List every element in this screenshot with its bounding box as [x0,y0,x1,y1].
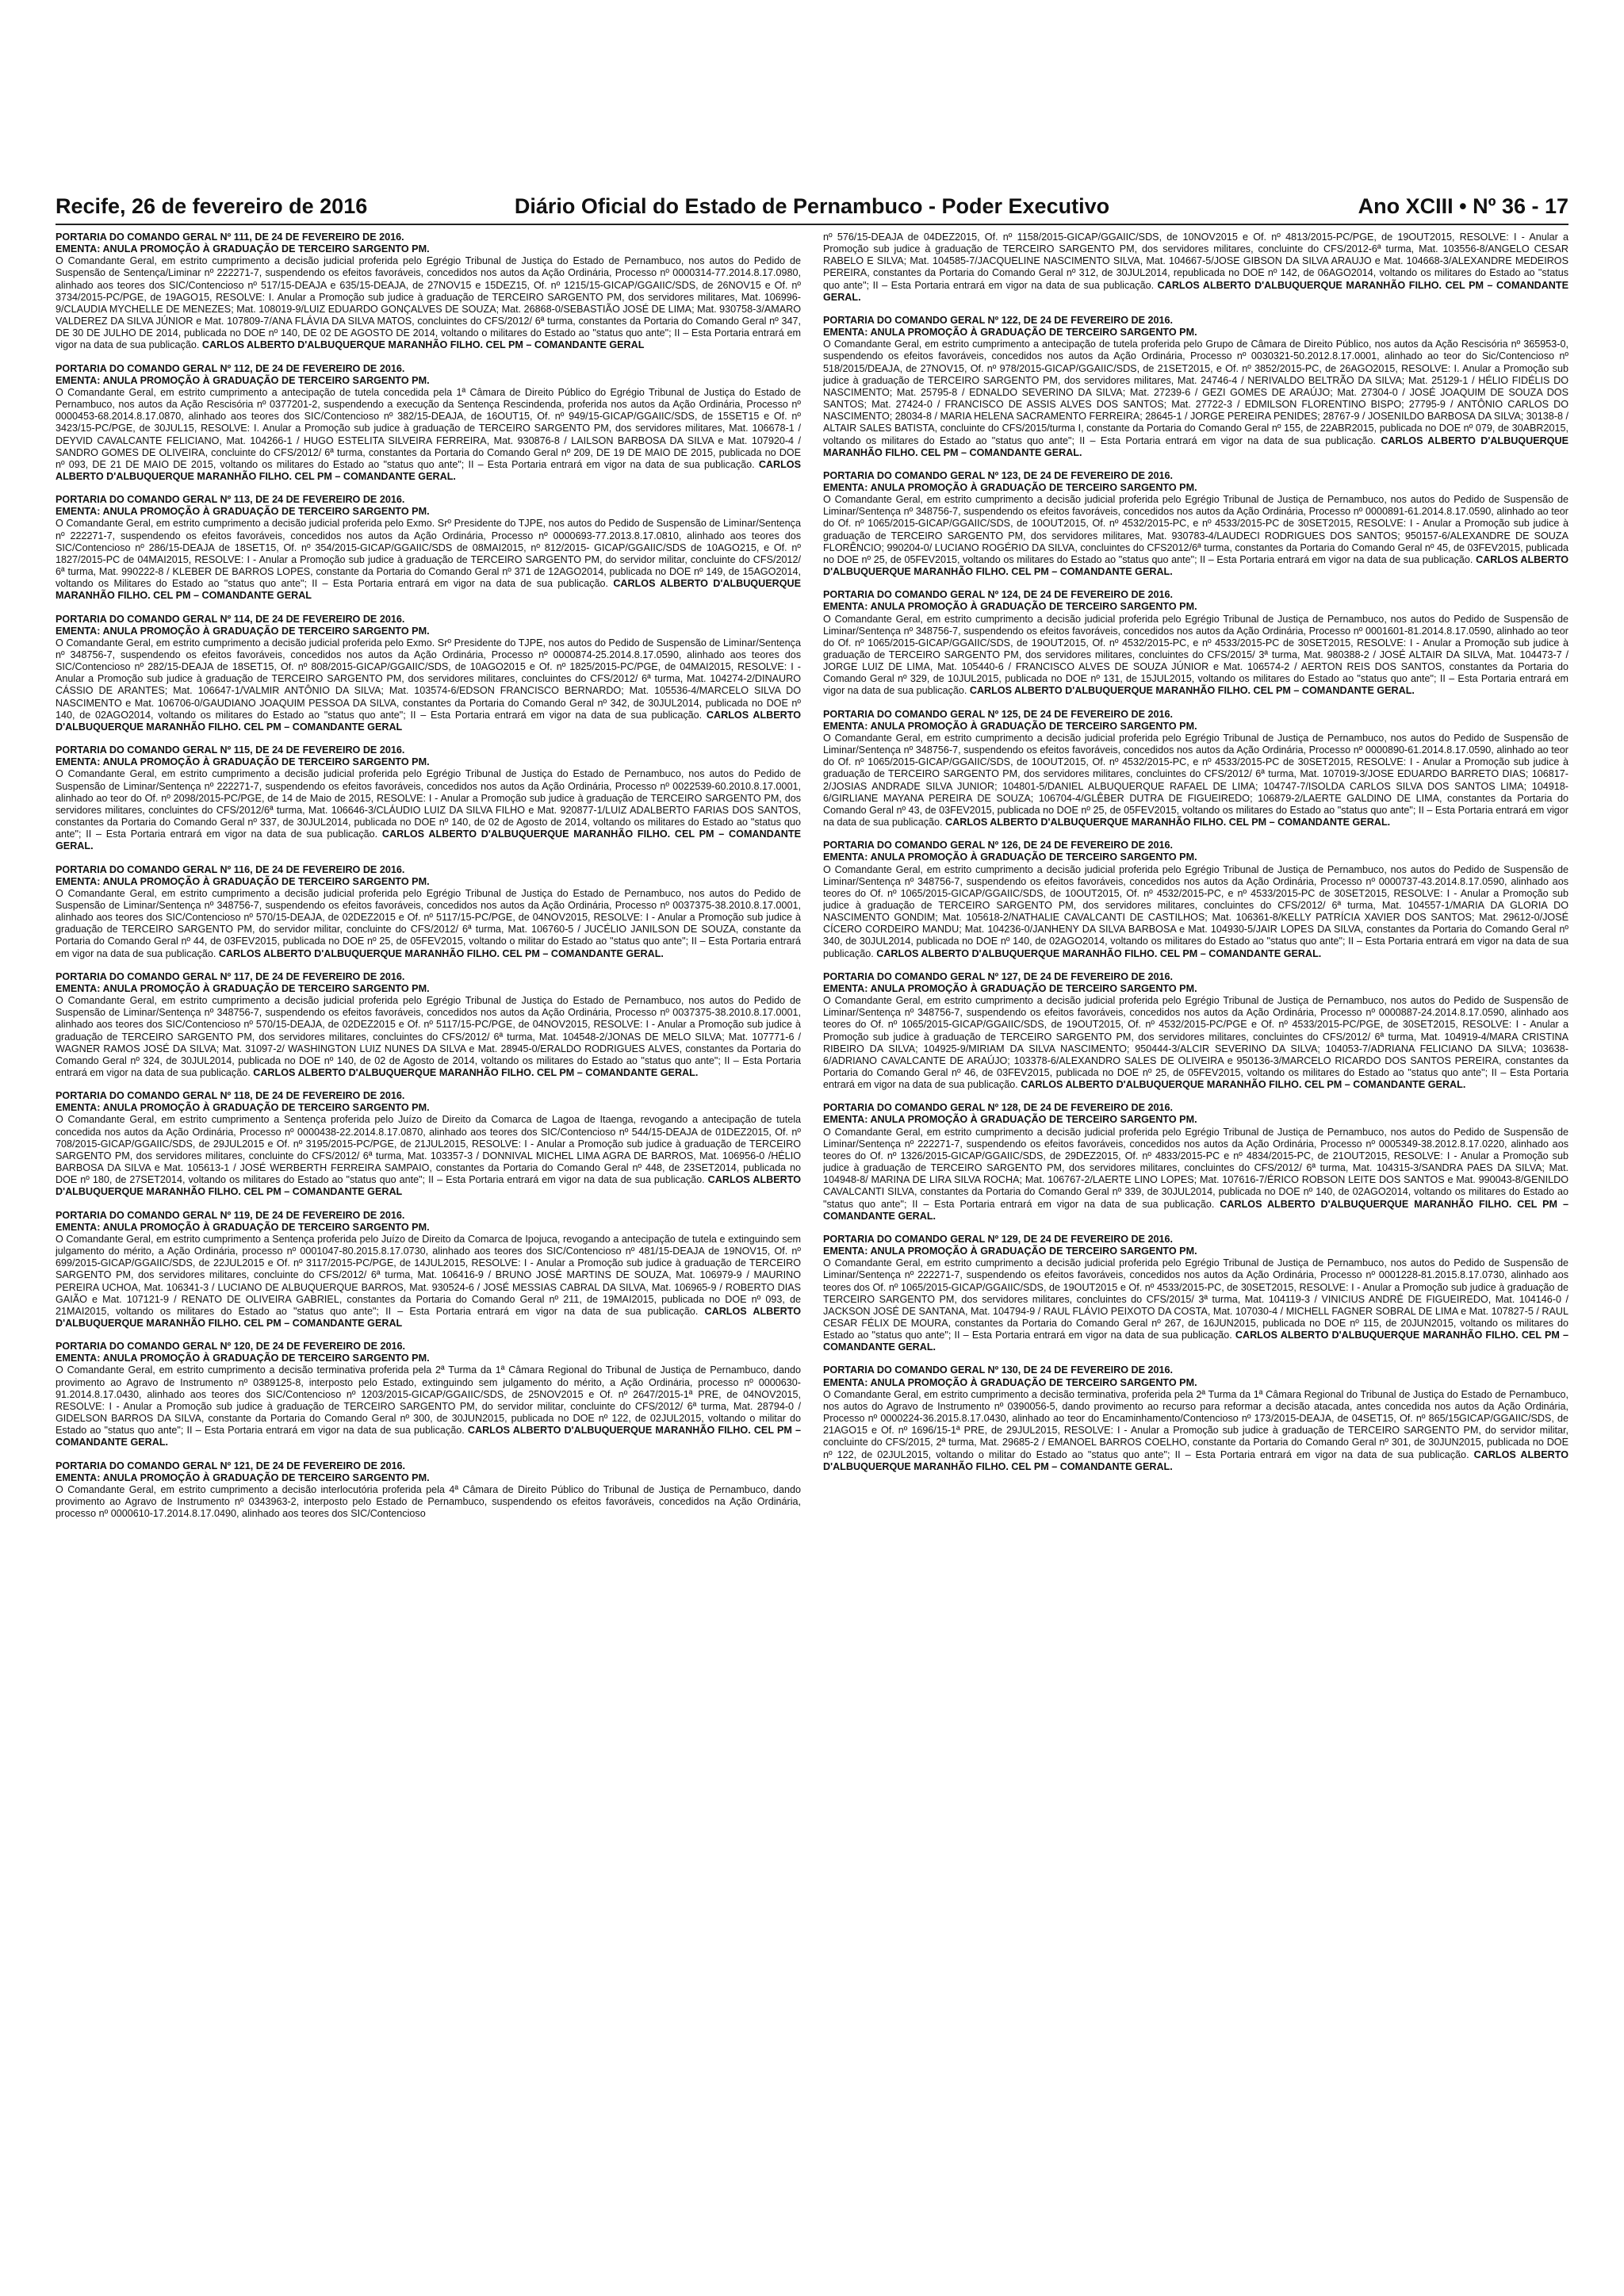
portaria-body: O Comandante Geral, em estrito cumprimento a decisão judicial proferida pelo Egrégio Tribunal de Justiça de Pernambuco, nos autos do Pedido de Suspensão de Liminar/Sentença nº 348756-7, suspendendo os efeitos favoráveis, concedidos nos autos da Ação Ordinária, Processo nº 0000737-43.2014.8.17.0590, alinhado aos teores do Of. nº 1065/2015-GICAP/GGAIIC/SDS, de 10OUT2015, Of. nº 4532/2015-PC, e nº 4533/2015-PC de 30SET2015, RESOLVE: I - Anular a Promoção sub judice à graduação de TERCEIRO SARGENTO PM, dos servidores militares, concluintes do CFS/2012/ 6ª turma, Mat. 104557-1/MARIA DA GLORIA DO NASCIMENTO GONDIM; Mat. 105618-2/NATHALIE CAVALCANTI DE CASTILHOS; Mat. 106361-8/KELLY PATRÍCIA XAVIER DOS SANTOS; Mat. 29612-0/JOSÉ CÍCERO CORDEIRO MANDU; Mat. 104236-0/JANHENY DA SILVA BARBOSA e Mat. 104930-5/JAIR LOPES DA SILVA, constantes da Portaria do Comando Geral nº 340, de 30JUL2014, publicada no DOE nº 140, de 02AGO2014, voltando os militares do Estado ao "status quo ante"; II – Esta Portaria entrará em vigor na data de sua publicação. [823,863,1568,959]
portaria-title: PORTARIA DO COMANDO GERAL Nº 123, DE 24 DE FEVEREIRO DE 2016. [823,469,1174,481]
portaria-entry [823,589,1568,697]
portaria-body: O Comandante Geral, em estrito cumprimento a decisão judicial proferida pelo Egrégio Tribunal de Justiça de Pernambuco, nos autos do Pedido de Suspensão de Liminar/Sentença nº 348756-7, suspendendo os efeitos favoráveis, concedidos nos autos da Ação Ordinária, Processo nº 0000891-61.2014.8.17.0590, alinhado ao teor do Of. nº 1065/2015-GICAP/GGAIIC/SDS, de 10OUT2015, Of. nº 4532/2015-PC, e nº 4533/2015-PC de 30SET2015, RESOLVE: I - Anular a Promoção sub judice à graduação de TERCEIRO SARGENTO PM, dos servidores militares, Mat. 930783-4/LAUDECI RODRIGUES DOS SANTOS; 950157-6/ALEXANDRE DE SOUZA FLORÊNCIO; 990204-0/ LUCIANO ROGÉRIO DA SILVA, concluintes do CFS2012/6ª turma, constantes da Portaria do Comando Geral nº 45, de 03FEV2015, publicada no DOE nº 25, de 05FEV2015, voltando os militares do Estado ao "status quo ante"; II – Esta Portaria entrará em vigor na data de sua publicação. [823,494,1568,565]
portaria-entry [56,1090,801,1198]
portaria-body: O Comandante Geral, em estrito cumprimento a decisão judicial proferida pelo Egrégio Tribunal de Justiça do Estado de Pernambuco, nos autos do Pedido de Suspensão de Liminar/Sentença nº 222271-7, suspendendo os efeitos favoráveis, concedidos nos autos da Ação Ordinária, Processo nº 0022539-60.2010.8.17.0001, alinhado ao teor do Of. nº 2098/2015-PC/PGE, de 14 de Maio de 2015, RESOLVE: I - Anular a Promoção sub judice à graduação de TERCEIRO SARGENTO PM, dos servidores militares, concluintes do CFS/2012/6ª turma, Mat. 106646-3/CLÁUDIO LUIZ DA SILVA FILHO e Mat. 920877-1/LUIZ ADALBERTO FARIAS DOS SANTOS, constantes da Portaria do Comando Geral nº 337, de 30JUL2014, publicada no DOE nº 140, de 02 de Agosto de 2014, voltando os militares do Estado ao "status quo ante"; II – Esta Portaria entrará em vigor na data de sua publicação. [56,768,801,840]
header-date: Recife, 26 de fevereiro de 2016 [56,194,368,218]
portaria-ementa: EMENTA: ANULA PROMOÇÃO À GRADUAÇÃO DE TERCEIRO SARGENTO PM. [823,1114,1197,1126]
portaria-signature: CARLOS ALBERTO D'ALBUQUERQUE MARANHÃO FILHO. CEL PM – COMANDANTE GERAL. [823,553,1568,578]
portaria-entry [823,1234,1568,1354]
portaria-entry [56,363,801,484]
portaria-signature: CARLOS ALBERTO D'ALBUQUERQUE MARANHÃO FILHO. CEL PM – COMANDANTE GERAL. [945,817,1391,828]
portaria-body: O Comandante Geral, em estrito cumprimento a decisão terminativa proferida pela 2ª Turma da 1ª Câmara Regional do Tribunal de Justiça de Pernambuco, dando provimento ao Agravo de Instrumento nº 0389125-8, interposto pelo Estado, extinguindo sem julgamento do mérito, a Ação Ordinária, processo nº 0000630-91.2014.8.17.0430, alinhado aos teores dos SIC/Contencioso nº 1203/2015-GICAP/GGAIIC/SDS, de 25NOV2015 e Of. nº 2647/2015-1ª PRE, de 04NOV2015, RESOLVE: I - Anular a Promoção sub judice à graduação de TERCEIRO SARGENTO PM, do servidor militar, concluinte do CFS/2012/ 6ª turma, Mat. 28794-0 / GIDELSON BARROS DA SILVA, constante da Portaria do Comando Geral nº 300, de 30JUN2015, publicada no DOE nº 122, de 02JUL2015, voltando o militar do Estado ao "status quo ante"; II – Esta Portaria entrará em vigor na data de sua publicação. [56,1364,801,1437]
portaria-ementa: EMENTA: ANULA PROMOÇÃO À GRADUAÇÃO DE TERCEIRO SARGENTO PM. [56,243,430,255]
portaria-title: PORTARIA DO COMANDO GERAL Nº 128, DE 24 DE FEVEREIRO DE 2016. [823,1102,1174,1114]
portaria-title: PORTARIA DO COMANDO GERAL Nº 120, DE 24 DE FEVEREIRO DE 2016. [56,1341,406,1353]
portaria-entry [823,709,1568,829]
portaria-entry [56,744,801,852]
portaria-title: PORTARIA DO COMANDO GERAL Nº 119, DE 24 DE FEVEREIRO DE 2016. [56,1209,405,1221]
portaria-entry [823,840,1568,960]
portaria-ementa: EMENTA: ANULA PROMOÇÃO À GRADUAÇÃO DE TERCEIRO SARGENTO PM. [56,756,430,768]
portaria-ementa: EMENTA: ANULA PROMOÇÃO À GRADUAÇÃO DE TERCEIRO SARGENTO PM. [56,1471,430,1483]
portaria-ementa: EMENTA: ANULA PROMOÇÃO À GRADUAÇÃO DE TERCEIRO SARGENTO PM. [823,851,1197,863]
portaria-entry [823,470,1568,578]
portaria-entry [56,1341,801,1448]
portaria-signature: CARLOS ALBERTO D'ALBUQUERQUE MARANHÃO FILHO. CEL PM – COMANDANTE GERAL. [218,947,664,959]
portaria-signature: CARLOS ALBERTO D'ALBUQUERQUE MARANHÃO FILHO. CEL PM – COMANDANTE GERAL. [823,434,1568,458]
portaria-entry [56,971,801,1079]
portaria-ementa: EMENTA: ANULA PROMOÇÃO À GRADUAÇÃO DE TERCEIRO SARGENTO PM. [56,875,430,887]
portaria-entry [56,494,801,602]
portaria-signature: CARLOS ALBERTO D'ALBUQUERQUE MARANHÃO FILHO. CEL PM – COMANDANTE GERAL. [56,828,801,852]
portaria-signature: CARLOS ALBERTO D'ALBUQUERQUE MARANHÃO FILHO. CEL PM – COMANDANTE GERAL. [969,685,1415,697]
portaria-body: O Comandante Geral, em estrito cumprimento a decisão judicial proferida pelo Egrégio Tribunal de Justiça do Estado de Pernambuco, nos autos do Pedido de Suspensão de Liminar/Sentença nº 348756-7, suspendendo os efeitos favoráveis, concedidos nos autos da Ação Ordinária, Processo nº 0037375-38.2010.8.17.0001, alinhado aos teores dos SIC/Contencioso nº 570/15-DEAJA, de 02DEZ2015 e Of. nº 5117/15-PC/PGE, de 04NOV2015, RESOLVE: I - Anular a Promoção sub judice à graduação de TERCEIRO SARGENTO PM, do servidor militar, concluinte do CFS/2012/ 6ª turma, Mat. 106760-5 / JUCÉLIO JANILSON DE SOUZA, constante da Portaria do Comando Geral nº 44, de 03FEV2015, publicada no DOE nº 25, de 05FEV2015, voltando o militar do Estado ao "status quo ante"; II – Esta Portaria entrará em vigor na data de sua publicação. [56,887,801,959]
portaria-title: PORTARIA DO COMANDO GERAL Nº 124, DE 24 DE FEVEREIRO DE 2016. [823,589,1174,601]
portaria-ementa: EMENTA: ANULA PROMOÇÃO À GRADUAÇÃO DE TERCEIRO SARGENTO PM. [823,481,1197,493]
portaria-body: O Comandante Geral, em estrito cumprimento a antecipação de tutela concedida pela 1ª Câmara de Direito Público do Egrégio Tribunal de Justiça do Estado de Pernambuco, nos autos da Ação Rescisória nº 0377201-2, suspendendo a execução da Sentença Rescindenda, proferida nos autos da Ação Ordinária, Processo nº 0000453-68.2014.8.17.0870, alinhado aos teores dos SIC/Contencioso nº 382/15-DEAJA, de 16OUT15, Of. nº 949/15-GICAP/GGAIIC/SDS, de 15SET15 e Of. nº 3423/15-PC/PGE, de 30JUL15, RESOLVE: I. Anular a Promoção sub judice à graduação de TERCEIRO SARGENTO PM, dos servidores militares, Mat. 106678-1 / DEYVID CAVALCANTE FELICIANO, Mat. 104266-1 / HUGO ESTELITA SILVEIRA FERREIRA, Mat. 930876-8 / LAILSON BARBOSA DA SILVA e Mat. 107920-4 / SANDRO GOMES DE OLIVEIRA, concluinte do CFS/2012/ 6ª turma, constantes da Portaria do Comando Geral nº 209, DE 19 DE MAIO DE 2015, publicada no DOE nº 093, DE 21 DE MAIO DE 2015, voltando os militares do Estado ao "status quo ante"; II – Esta Portaria entrará em vigor na data de sua publicação. [56,386,801,470]
portaria-ementa: EMENTA: ANULA PROMOÇÃO À GRADUAÇÃO DE TERCEIRO SARGENTO PM. [56,982,430,994]
portaria-signature: CARLOS ALBERTO D'ALBUQUERQUE MARANHÃO FILHO. CEL PM – COMANDANTE GERAL. [823,1448,1568,1472]
left-column [56,232,801,2261]
portaria-ementa: EMENTA: ANULA PROMOÇÃO À GRADUAÇÃO DE TERCEIRO SARGENTO PM. [823,327,1197,339]
portaria-entry [823,232,1568,304]
portaria-title: PORTARIA DO COMANDO GERAL Nº 122, DE 24 DE FEVEREIRO DE 2016. [823,314,1174,326]
portaria-ementa: EMENTA: ANULA PROMOÇÃO À GRADUAÇÃO DE TERCEIRO SARGENTO PM. [56,625,430,637]
portaria-ementa: EMENTA: ANULA PROMOÇÃO À GRADUAÇÃO DE TERCEIRO SARGENTO PM. [823,1376,1197,1388]
portaria-body: nº 576/15-DEAJA de 04DEZ2015, Of. nº 1158/2015-GICAP/GGAIIC/SDS, de 10NOV2015 e Of. nº 4813/2015-PC/PGE, de 19OUT2015, RESOLVE: I - Anular a Promoção sub judice à graduação de TERCEIRO SARGENTO PM, dos servidores militares, concluinte do CFS/2012-6ª turma, Mat. 103556-8/ANGELO CESAR RABELO E SILVA; Mat. 104585-7/JACQUELINE NASCIMENTO SILVA, Mat. 104667-5/JOSE GIBSON DA SILVA ARAUJO e Mat. 104668-3/ALEXANDRE MEDEIROS PEREIRA, constantes da Portaria do Comando Geral nº 312, de 30JUL2014, republicada no DOE nº 142, de 06AGO2014, voltando os militares do Estado ao "status quo ante"; II – Esta Portaria entrará em vigor na data de sua publicação. [823,232,1568,291]
portaria-ementa: EMENTA: ANULA PROMOÇÃO À GRADUAÇÃO DE TERCEIRO SARGENTO PM. [823,601,1197,613]
portaria-entry [56,232,801,352]
portaria-title: PORTARIA DO COMANDO GERAL Nº 127, DE 24 DE FEVEREIRO DE 2016. [823,970,1174,982]
portaria-title: PORTARIA DO COMANDO GERAL Nº 117, DE 24 DE FEVEREIRO DE 2016. [56,970,405,982]
portaria-body: O Comandante Geral, em estrito cumprimento a decisão terminativa, proferida pela 2ª Turma da 1ª Câmara Regional do Tribunal de Justiça do Estado de Pernambuco, nos autos do Agravo de Instrumento nº 0390056-5, dando provimento ao recurso para reformar a decisão atacada, antes concedida nos autos da Ação Ordinária, Processo nº 0000224-36.2015.8.17.0430, alinhado ao teor do Encaminhamento/Contencioso nº 173/2015-DEAJA, de 04SET15, Of. nº 865/15GICAP/GGAIIC/SDS, de 21AGO15 e Of. nº 1696/15-1ª PRE, de 29JUL2015, RESOLVE: I - Anular a Promoção sub judice à graduação de TERCEIRO SARGENTO PM, do servidor militar, concluinte do CFS/2015, 2ª turma, Mat. 29685-2 / EMANOEL BARROS COELHO, constante da Portaria do Comando Geral nº 301, de 30JUN2015, publicada no DOE nº 122, de 02JUL2015, voltando o militar do Estado ao "status quo ante"; II – Esta Portaria entrará em vigor na data de sua publicação. [823,1388,1568,1460]
portaria-body: O Comandante Geral, em estrito cumprimento a decisão judicial proferida pelo Egrégio Tribunal de Justiça de Pernambuco, nos autos do Pedido de Suspensão de Liminar/Sentença nº 348756-7, suspendendo os efeitos favoráveis, concedidos nos autos da Ação Ordinária, Processo nº 0001601-81.2014.8.17.0590, alinhado ao teor do Of. nº 1065/2015-GICAP/GGAIIC/SDS, de 19OUT2015, Of. nº 4532/2015-PC, e nº 4533/2015-PC de 30SET2015, RESOLVE: I - Anular a Promoção sub judice à graduação de TERCEIRO SARGENTO PM, dos servidores militares, concluintes do CFS/2015/ 3ª turma, Mat. 980388-2 / JOSÉ ALTAIR DA SILVA, Mat. 104473-7 / JORGE LUIZ DE LIMA, Mat. 105440-6 / FRANCISCO ALVES DE SOUZA JÚNIOR e Mat. 106574-2 / AERTON REIS DOS SANTOS, constantes da Portaria do Comando Geral nº 329, de 10JUL2015, publicada no DOE nº 131, de 15JUL2015, voltando os militares do Estado ao "status quo ante"; II – Esta Portaria entrará em vigor na data de sua publicação. [823,613,1568,697]
portaria-body: O Comandante Geral, em estrito cumprimento a decisão judicial proferida pelo Exmo. Srº Presidente do TJPE, nos autos do Pedido de Suspensão de Liminar/Sentença nº 222271-7, suspendendo os efeitos favoráveis, concedidos nos autos da Ação Ordinária, Processo nº 0000693-77.2013.8.17.0810, alinhado aos teores dos SIC/Contencioso nº 286/15-DEAJA de 18SET15, Of. nº 354/2015-GICAP/GGAIIC/SDS de 08MAI2015, nº 812/2015- GICAP/GGAIIC/SDS de 10AGO215, e Of. nº 1827/2015-PC de 04MAI2015, RESOLVE: I - Anular a Promoção sub judice à graduação de TERCEIRO SARGENTO PM, do servidor militar, concluinte do CFS/2012/ 6ª turma, Mat. 990222-8 / KLEBER DE BARROS LOPES, constante da Portaria do Comando Geral nº 371 de 12AGO2014, publicada no DOE nº 149, de 15AGO2014, voltando os Militares do Estado ao "status quo ante"; II – Esta Portaria entrará em vigor na data de sua publicação. [56,518,801,590]
portaria-signature: CARLOS ALBERTO D'ALBUQUERQUE MARANHÃO FILHO. CEL PM – COMANDANTE GERAL [56,1305,801,1329]
portaria-title: PORTARIA DO COMANDO GERAL Nº 129, DE 24 DE FEVEREIRO DE 2016. [823,1233,1174,1245]
portaria-title: PORTARIA DO COMANDO GERAL Nº 126, DE 24 DE FEVEREIRO DE 2016. [823,840,1174,851]
portaria-title: PORTARIA DO COMANDO GERAL Nº 116, DE 24 DE FEVEREIRO DE 2016. [56,863,405,875]
portaria-body: O Comandante Geral, em estrito cumprimento a decisão judicial proferida pelo Egrégio Tribunal de Justiça de Pernambuco, nos autos do Pedido de Suspensão de Liminar/Sentença nº 222271-7, suspendendo os efeitos favoráveis, concedidos nos autos da Ação Ordinária, Processo nº 0001228-81.2015.8.17.0730, alinhado aos teores dos Of. nº 1065/2015-GICAP/GGAIIC/SDS, de 19OUT2015 e Of. nº 4533/2015-PC, de 30SET2015, RESOLVE: I - Anular a Promoção sub judice à graduação de TERCEIRO SARGENTO PM, dos servidores militares, concluintes do CFS/2015/ 3ª turma, Mat. 104119-3 / VINICIUS ANDRÉ DE FIGUEIREDO, Mat. 104146-0 / JACKSON JOSÉ DE SANTANA, Mat. 104794-9 / RAUL FLÁVIO PEIXOTO DA COSTA, Mat. 107030-4 / MICHELL FAGNER SOBRAL DE LIMA e Mat. 107827-5 / RAUL CESAR FÉLIX DE MOURA, constantes da Portaria do Comando Geral nº 267, de 16JUN2015, publicada no DOE nº 115, de 20JUN2015, voltando os militares do Estado ao "status quo ante"; II – Esta Portaria entrará em vigor na data de sua publicação. [823,1257,1568,1341]
portaria-signature: CARLOS ALBERTO D'ALBUQUERQUE MARANHÃO FILHO. CEL PM – COMANDANTE GERAL. [56,458,801,482]
header-edition: Ano XCIII • Nº 36 - 17 [1358,194,1568,218]
portaria-title: PORTARIA DO COMANDO GERAL Nº 125, DE 24 DE FEVEREIRO DE 2016. [823,708,1174,720]
portaria-title: PORTARIA DO COMANDO GERAL Nº 118, DE 24 DE FEVEREIRO DE 2016. [56,1090,405,1102]
portaria-title: PORTARIA DO COMANDO GERAL Nº 111, DE 24 DE FEVEREIRO DE 2016. [56,232,404,243]
portaria-body: O Comandante Geral, em estrito cumprimento a decisão judicial proferida pelo Egrégio Tribunal de Justiça do Estado de Pernambuco, nos autos do Pedido de Suspensão de Sentença/Liminar nº 222271-7, suspendendo os efeitos favoráveis, concedidos nos autos da Ação Ordinária, Processo nº 0000314-77.2014.8.17.0980, alinhado aos teores dos SIC/Contencioso nº 517/15-DEAJA e 635/15-DEAJA, de 27NOV15 e 15DEZ15, Of. nº 1215/15-GICAP/GGAIIC/SDS, de 26NOV15 e Of. nº 3734/2015-PC/PGE, de 19AGO15, RESOLVE: I. Anular a Promoção sub judice à graduação de TERCEIRO SARGENTO PM, dos servidores militares, Mat. 106996-9/CLAUDIA MYCHELLE DE MENEZES; Mat. 108019-9/LUIZ EDUARDO GONÇALVES DE SOUZA; Mat. 26868-0/SEBASTIÃO JOSÉ DE LIMA; Mat. 930758-3/AMARO VALDEREZ DA SILVA JÚNIOR e Mat. 107809-7/ANA FLÁVIA DA SILVA MATOS, concluintes do CFS/2012/ 6ª turma, constantes da Portaria do Comando Geral nº 347, DE 30 DE JULHO DE 2014, publicada no DOE nº 140, DE 02 DE AGOSTO DE 2014, voltando o militares do Estado ao "status quo ante"; II – Esta Portaria entrará em vigor na data de sua publicação. [56,255,801,351]
portaria-entry [823,315,1568,459]
portaria-entry [823,971,1568,1092]
portaria-ementa: EMENTA: ANULA PROMOÇÃO À GRADUAÇÃO DE TERCEIRO SARGENTO PM. [56,1221,430,1233]
portaria-body: O Comandante Geral, em estrito cumprimento a decisão judicial proferida pelo Exmo. Srº Presidente do TJPE, nos autos do Pedido de Suspensão de Liminar/Sentença nº 348756-7, suspendendo os efeitos favoráveis, concedidos nos autos da Ação Ordinária, Processo nº 0000874-25.2014.8.17.0590, alinhado aos teores dos SIC/Contencioso nº 282/15-DEAJA de 18SET15, Of. nº 808/2015-GICAP/GGAIIC/SDS, de 10AGO2015 e Of. nº 1825/2015-PC/PGE, de 04MAI2015, RESOLVE: I - Anular a Promoção sub judice à graduação de TERCEIRO SARGENTO PM, dos servidores militares, concluintes do CFS/2012/ 6ª turma, Mat. 104274-2/DINAURO CÁSSIO DE ARANTES; Mat. 106647-1/VALMIR ANTÔNIO DA SILVA; Mat. 103574-6/EDSON FRANCISCO BERNARDO; Mat. 105536-4/MARCELO SILVA DO NASCIMENTO e Mat. 106706-0/GAUDIANO JOAQUIM PESSOA DA SILVA, constantes da Portaria do Comando Geral nº 342, de 30JUL2014, publicada no DOE nº 140, de 02AGO2014, voltando os militares do Estado ao "status quo ante"; II – Esta Portaria entrará em vigor na data de sua publicação. [56,637,801,721]
portaria-title: PORTARIA DO COMANDO GERAL Nº 113, DE 24 DE FEVEREIRO DE 2016. [56,494,405,506]
portaria-signature: CARLOS ALBERTO D'ALBUQUERQUE MARANHÃO FILHO. CEL PM – COMANDANTE GERAL. [56,1425,801,1448]
right-column [823,232,1568,2261]
portaria-title: PORTARIA DO COMANDO GERAL Nº 115, DE 24 DE FEVEREIRO DE 2016. [56,744,405,756]
portaria-signature: CARLOS ALBERTO D'ALBUQUERQUE MARANHÃO FILHO. CEL PM – COMANDANTE GERAL [56,709,801,733]
portaria-entry [56,614,801,734]
portaria-ementa: EMENTA: ANULA PROMOÇÃO À GRADUAÇÃO DE TERCEIRO SARGENTO PM. [56,374,430,386]
portaria-signature: CARLOS ALBERTO D'ALBUQUERQUE MARANHÃO FILHO. CEL PM – COMANDANTE GERAL. [1021,1079,1466,1091]
portaria-ementa: EMENTA: ANULA PROMOÇÃO À GRADUAÇÃO DE TERCEIRO SARGENTO PM. [823,720,1197,732]
portaria-entry [56,1210,801,1330]
portaria-ementa: EMENTA: ANULA PROMOÇÃO À GRADUAÇÃO DE TERCEIRO SARGENTO PM. [56,1353,430,1364]
portaria-body: O Comandante Geral, em estrito cumprimento a decisão judicial proferida pelo Egrégio Tribunal de Justiça do Estado de Pernambuco, nos autos do Pedido de Suspensão de Liminar/Sentença nº 348756-7, suspendendo os efeitos favoráveis, concedidos nos autos da Ação Ordinária, Processo nº 0037375-38.2010.8.17.0001, alinhado aos teores dos SIC/Contencioso nº 570/15-DEAJA, de 02DEZ2015 e Of. nº 5117/15-PC/PGE, de 04NOV2015, RESOLVE: I - Anular a Promoção sub judice à graduação de TERCEIRO SARGENTO PM, dos servidores militares, concluintes do CFS/2012/ 6ª turma, Mat. 104548-2/JONAS DE MELO SILVA; Mat. 107771-6 / WAGNER RAMOS JOSÉ DA SILVA; Mat. 31097-2/ WASHINGTON LUIZ NUNES DA SILVA e Mat. 28945-0/ERALDO RODRIGUES ALVES, constantes da Portaria do Comando Geral nº 324, de 30JUL2014, publicada no DOE nº 140, de 02 de Agosto de 2014, voltando os militares do Estado ao "status quo ante"; II – Esta Portaria entrará em vigor na data de sua publicação. [56,995,801,1078]
portaria-signature: CARLOS ALBERTO D'ALBUQUERQUE MARANHÃO FILHO. CEL PM – COMANDANTE GERAL [56,1174,801,1198]
portaria-body: O Comandante Geral, em estrito cumprimento a decisão judicial proferida pelo Egrégio Tribunal de Justiça de Pernambuco, nos autos do Pedido de Suspensão de Liminar/Sentença nº 348756-7, suspendendo os efeitos favoráveis, concedidos nos autos da Ação Ordinária, Processo nº 0000890-61.2014.8.17.0590, alinhado ao teor do Of. nº 1065/2015-GICAP/GGAIIC/SDS, de 10OUT2015, Of. nº 4532/2015-PC, e nº 4533/2015-PC de 30SET2015, RESOLVE: I - Anular a Promoção sub judice à graduação de TERCEIRO SARGENTO PM, dos servidores militares, concluintes do CFS/2012/ 6ª turma, Mat. 107019-3/JOSE EDUARDO BARRETO DIAS; 106817-2/JOSIAS ANDRADE SILVA JUNIOR; 104801-5/DANIEL ALBUQUERQUE RAFAEL DE LIMA; 104747-7/ISOLDA CARLOS SILVA DOS SANTOS LIMA; 104918-6/GIRLIANE MAYANA PEREIRA DE SOUZA; 106704-4/GLÊBER DUTRA DE FIGUEIREDO; 106879-2/LAERTE GALDINO DE LIMA, constantes da Portaria do Comando Geral nº 43, de 03FEV2015, publicada no DOE nº 25, de 05FEV2015, voltando os militares do Estado ao "status quo ante"; II – Esta Portaria entrará em vigor na data de sua publicação. [823,732,1568,828]
portaria-entry [823,1364,1568,1472]
portaria-title: PORTARIA DO COMANDO GERAL Nº 130, DE 24 DE FEVEREIRO DE 2016. [823,1364,1174,1376]
portaria-body: O Comandante Geral, em estrito cumprimento a decisão interlocutória proferida pela 4ª Câmara de Direito Público do Tribunal de Justiça de Pernambuco, dando provimento ao Agravo de Instrumento nº 0343963-2, interposto pelo Estado de Pernambuco, suspendendo os efeitos favoráveis, concedidos na Ação Ordinária, processo nº 0000610-17.2014.8.17.0490, alinhado aos teores dos SIC/Contencioso [56,1483,801,1520]
portaria-signature: CARLOS ALBERTO D'ALBUQUERQUE MARANHÃO FILHO. CEL PM – COMANDANTE GERAL. [823,1330,1568,1353]
portaria-entry [56,864,801,960]
portaria-body: O Comandante Geral, em estrito cumprimento a antecipação de tutela proferida pelo Grupo de Câmara de Direito Público, nos autos da Ação Rescisória nº 365953-0, suspendendo os efeitos favoráveis, concedidos nos autos da Ação Ordinária, Processo nº 0030321-50.2012.8.17.0001, alinhado ao teor do Sic/Contencioso nº 518/2015/DEAJA, de 27NOV15, Of. nº 978/2015-GICAP/GGAIIC/SDS, de 21SET2015, e Of. nº 3852/2015-PC, de 26AGO2015, RESOLVE: I. Anular a Promoção sub judice à graduação de TERCEIRO SARGENTO PM, dos servidores militares, Mat. 24746-4 / NERIVALDO BELTRÃO DA SILVA; Mat. 25129-1 / HÉLIO FIDÉLIS DO NASCIMENTO; Mat. 25795-8 / EDNALDO SEVERINO DA SILVA; Mat. 27239-6 / GEZI GOMES DE ARAÚJO; Mat. 27304-0 / JOSÉ JOAQUIM DE SOUZA DOS SANTOS; Mat. 27424-0 / FRANCISCO DE ASSIS ALVES DOS SANTOS; Mat. 27722-3 / EDMILSON FLORENTINO BISPO; 27795-9 / ANTÔNIO CARLOS DO NASCIMENTO; 28034-8 / MARIA HELENA SACRAMENTO FERREIRA; 28645-1 / JORGE PEREIRA PENIDES; 28767-9 / JOSENILDO BARBOSA DA SILVA; 30138-8 / ALTAIR SALES BATISTA, concluinte do CFS/2015/turma I, constante da Portaria do Comando Geral nº 155, de 22ABR2015, publicada no DOE nº 079, de 30ABR2015, voltando os militares do Estado ao "status quo ante"; II – Esta Portaria entrará em vigor na data de sua publicação. [823,339,1568,446]
header-publication-title: Diário Oficial do Estado de Pernambuco - Poder Executivo [514,194,1110,218]
portaria-signature: CARLOS ALBERTO D'ALBUQUERQUE MARANHÃO FILHO. CEL PM – COMANDANTE GERAL [56,578,801,602]
portaria-entry [823,1102,1568,1223]
portaria-signature: CARLOS ALBERTO D'ALBUQUERQUE MARANHÃO FILHO. CEL PM – COMANDANTE GERAL [201,339,645,351]
portaria-ementa: EMENTA: ANULA PROMOÇÃO À GRADUAÇÃO DE TERCEIRO SARGENTO PM. [823,982,1197,994]
portaria-signature: CARLOS ALBERTO D'ALBUQUERQUE MARANHÃO FILHO. CEL PM – COMANDANTE GERAL. [253,1067,699,1078]
portaria-title: PORTARIA DO COMANDO GERAL Nº 114, DE 24 DE FEVEREIRO DE 2016. [56,613,405,625]
portaria-signature: CARLOS ALBERTO D'ALBUQUERQUE MARANHÃO FILHO. CEL PM – COMANDANTE GERAL. [823,279,1568,303]
portaria-body: O Comandante Geral, em estrito cumprimento a decisão judicial proferida pelo Egrégio Tribunal de Justiça de Pernambuco, nos autos do Pedido de Suspensão de Liminar/Sentença nº 348756-7, suspendendo os efeitos favoráveis, concedidos nos autos da Ação Ordinária, Processo nº 0000887-24.2014.8.17.0590, alinhado aos teores do Of. nº 1065/2015-GICAP/GGAIIC/SDS, de 19OUT2015, Of. nº 4532/2015-PC/PGE e Of. nº 4533/2015-PC/PGE, de 30SET2015, RESOLVE: I - Anular a Promoção sub judice à graduação de TERCEIRO SARGENTO PM, dos servidores militares, concluintes do CFS/2012/ 6ª turma, Mat. 104919-4/MARA CRISTINA RIBEIRO DA SILVA; 104925-9/MIRIAM DA SILVA NASCIMENTO; 950444-3/ALCIR SEVERINO DA SILVA; 104053-7/ADRIANA FELICIANO DA SILVA; 103638-6/ADRIANO CAVALCANTE DE ARAÚJO; 103378-6/ALEXANDRO SALES DE OLIVEIRA e 950136-3/MARCELO RICARDO DOS SANTOS PEREIRA, constantes da Portaria do Comando Geral nº 46, de 03FEV2015, publicada no DOE nº 25, de 05FEV2015, voltando os militares do Estado ao "status quo ante"; II – Esta Portaria entrará em vigor na data de sua publicação. [823,995,1568,1091]
portaria-title: PORTARIA DO COMANDO GERAL Nº 112, DE 24 DE FEVEREIRO DE 2016. [56,362,405,374]
portaria-body: O Comandante Geral, em estrito cumprimento a Sentença proferida pelo Juízo de Direito da Comarca de Ipojuca, revogando a antecipação de tutela e extinguindo sem julgamento do mérito, a Ação Ordinária, processo nº 0001047-80.2015.8.17.0730, alinhado aos teores dos SIC/Contencioso nº 481/15-DEAJA de 19NOV15, Of. nº 699/2015-GICAP/GGAIIC/SDS, de 22JUL2015 e Of. nº 3117/2015-PC/PGE, de 14JUL2015, RESOLVE: I - Anular a Promoção sub judice à graduação de TERCEIRO SARGENTO PM, dos servidores militares, concluinte do CFS/2012/ 6ª turma, Mat. 106416-9 / BRUNO JOSÉ MARTINS DE SOUZA, Mat. 106979-9 / MAURINO PEREIRA UCHOA, Mat. 106341-3 / LUCIANO DE ALBUQUERQUE BARROS, Mat. 930524-6 / JOSÉ MESSIAS CABRAL DA SILVA, Mat. 106965-9 / ROBERTO DIAS GAIÃO e Mat. 107121-9 / RENATO DE OLIVEIRA GABRIEL, constantes da Portaria do Comando Geral nº 211, de 19MAI2015, publicada no DOE nº 093, de 21MAI2015, voltando os militares do Estado ao "status quo ante"; II – Esta Portaria entrará em vigor na data de sua publicação. [56,1233,801,1317]
portaria-title: PORTARIA DO COMANDO GERAL Nº 121, DE 24 DE FEVEREIRO DE 2016. [56,1460,406,1471]
portaria-signature: CARLOS ALBERTO D'ALBUQUERQUE MARANHÃO FILHO. CEL PM – COMANDANTE GERAL. [876,947,1322,959]
portaria-entry [56,1460,801,1521]
portaria-ementa: EMENTA: ANULA PROMOÇÃO À GRADUAÇÃO DE TERCEIRO SARGENTO PM. [823,1246,1197,1257]
portaria-ementa: EMENTA: ANULA PROMOÇÃO À GRADUAÇÃO DE TERCEIRO SARGENTO PM. [56,506,430,518]
portaria-ementa: EMENTA: ANULA PROMOÇÃO À GRADUAÇÃO DE TERCEIRO SARGENTO PM. [56,1102,430,1114]
portaria-body: O Comandante Geral, em estrito cumprimento a Sentença proferida pelo Juízo de Direito da Comarca de Lagoa de Itaenga, revogando a antecipação de tutela concedida nos autos da Ação Ordinária, Processo nº 0000438-22.2014.8.17.0870, alinhado aos teores dos SIC/Contencioso nº 544/15-DEAJA de 01DEZ2015, Of. nº 708/2015-GICAP/GGAIIC/SDS, de 29JUL2015 e Of. nº 3195/2015-PC/PGE, de 21JUL2015, RESOLVE: I - Anular a Promoção sub judice à graduação de TERCEIRO SARGENTO PM, dos servidores militares, concluinte do CFS/2012/ 6ª turma, Mat. 103357-3 / DONNIVAL MICHEL LIMA AGRA DE BARROS, Mat. 106956-0 /HÉLIO BARBOSA DA SILVA e Mat. 105613-1 / JOSÉ WERBERTH FERREIRA SAMPAIO, constantes da Portaria do Comando Geral nº 448, de 23SET2014, publicada no DOE nº 180, de 27SET2014, voltando os militares do Estado ao "status quo ante"; II – Esta Portaria entrará em vigor na data de sua publicação. [56,1114,801,1186]
page-header [56,190,1568,225]
portaria-body: O Comandante Geral, em estrito cumprimento a decisão judicial proferida pelo Egrégio Tribunal de Justiça de Pernambuco, nos autos do Pedido de Suspensão de Liminar/Sentença nº 222271-7, suspendendo os efeitos favoráveis, concedidos nos autos da Ação Ordinária, Processo nº 0005349-38.2012.8.17.0220, alinhado aos teores do Of. nº 1326/2015-GICAP/GGAIIC/SDS, de 29DEZ2015, Of. nº 4833/2015-PC e nº 4834/2015-PC, de 21OUT2015, RESOLVE: I - Anular a Promoção sub judice à graduação de TERCEIRO SARGENTO PM, dos servidores militares, concluintes do CFS/2012/ 6ª turma, Mat. 104315-3/SANDRA PAES DA SILVA; Mat. 104948-8/ MARINA DE LIRA SILVA ROCHA; Mat. 106767-2/LAERTE LINO LOPES; Mat. 107616-7/ÉRICO ROBSON LEITE DOS SANTOS e Mat. 990043-8/GENILDO CAVALCANTI SILVA, constantes da Portaria do Comando Geral nº 339, de 30JUL2014, publicada no DOE nº 140, de 02AGO2014, voltando os militares do Estado ao "status quo ante"; II – Esta Portaria entrará em vigor na data de sua publicação. [823,1126,1568,1210]
portaria-signature: CARLOS ALBERTO D'ALBUQUERQUE MARANHÃO FILHO. CEL PM – COMANDANTE GERAL. [823,1198,1568,1222]
